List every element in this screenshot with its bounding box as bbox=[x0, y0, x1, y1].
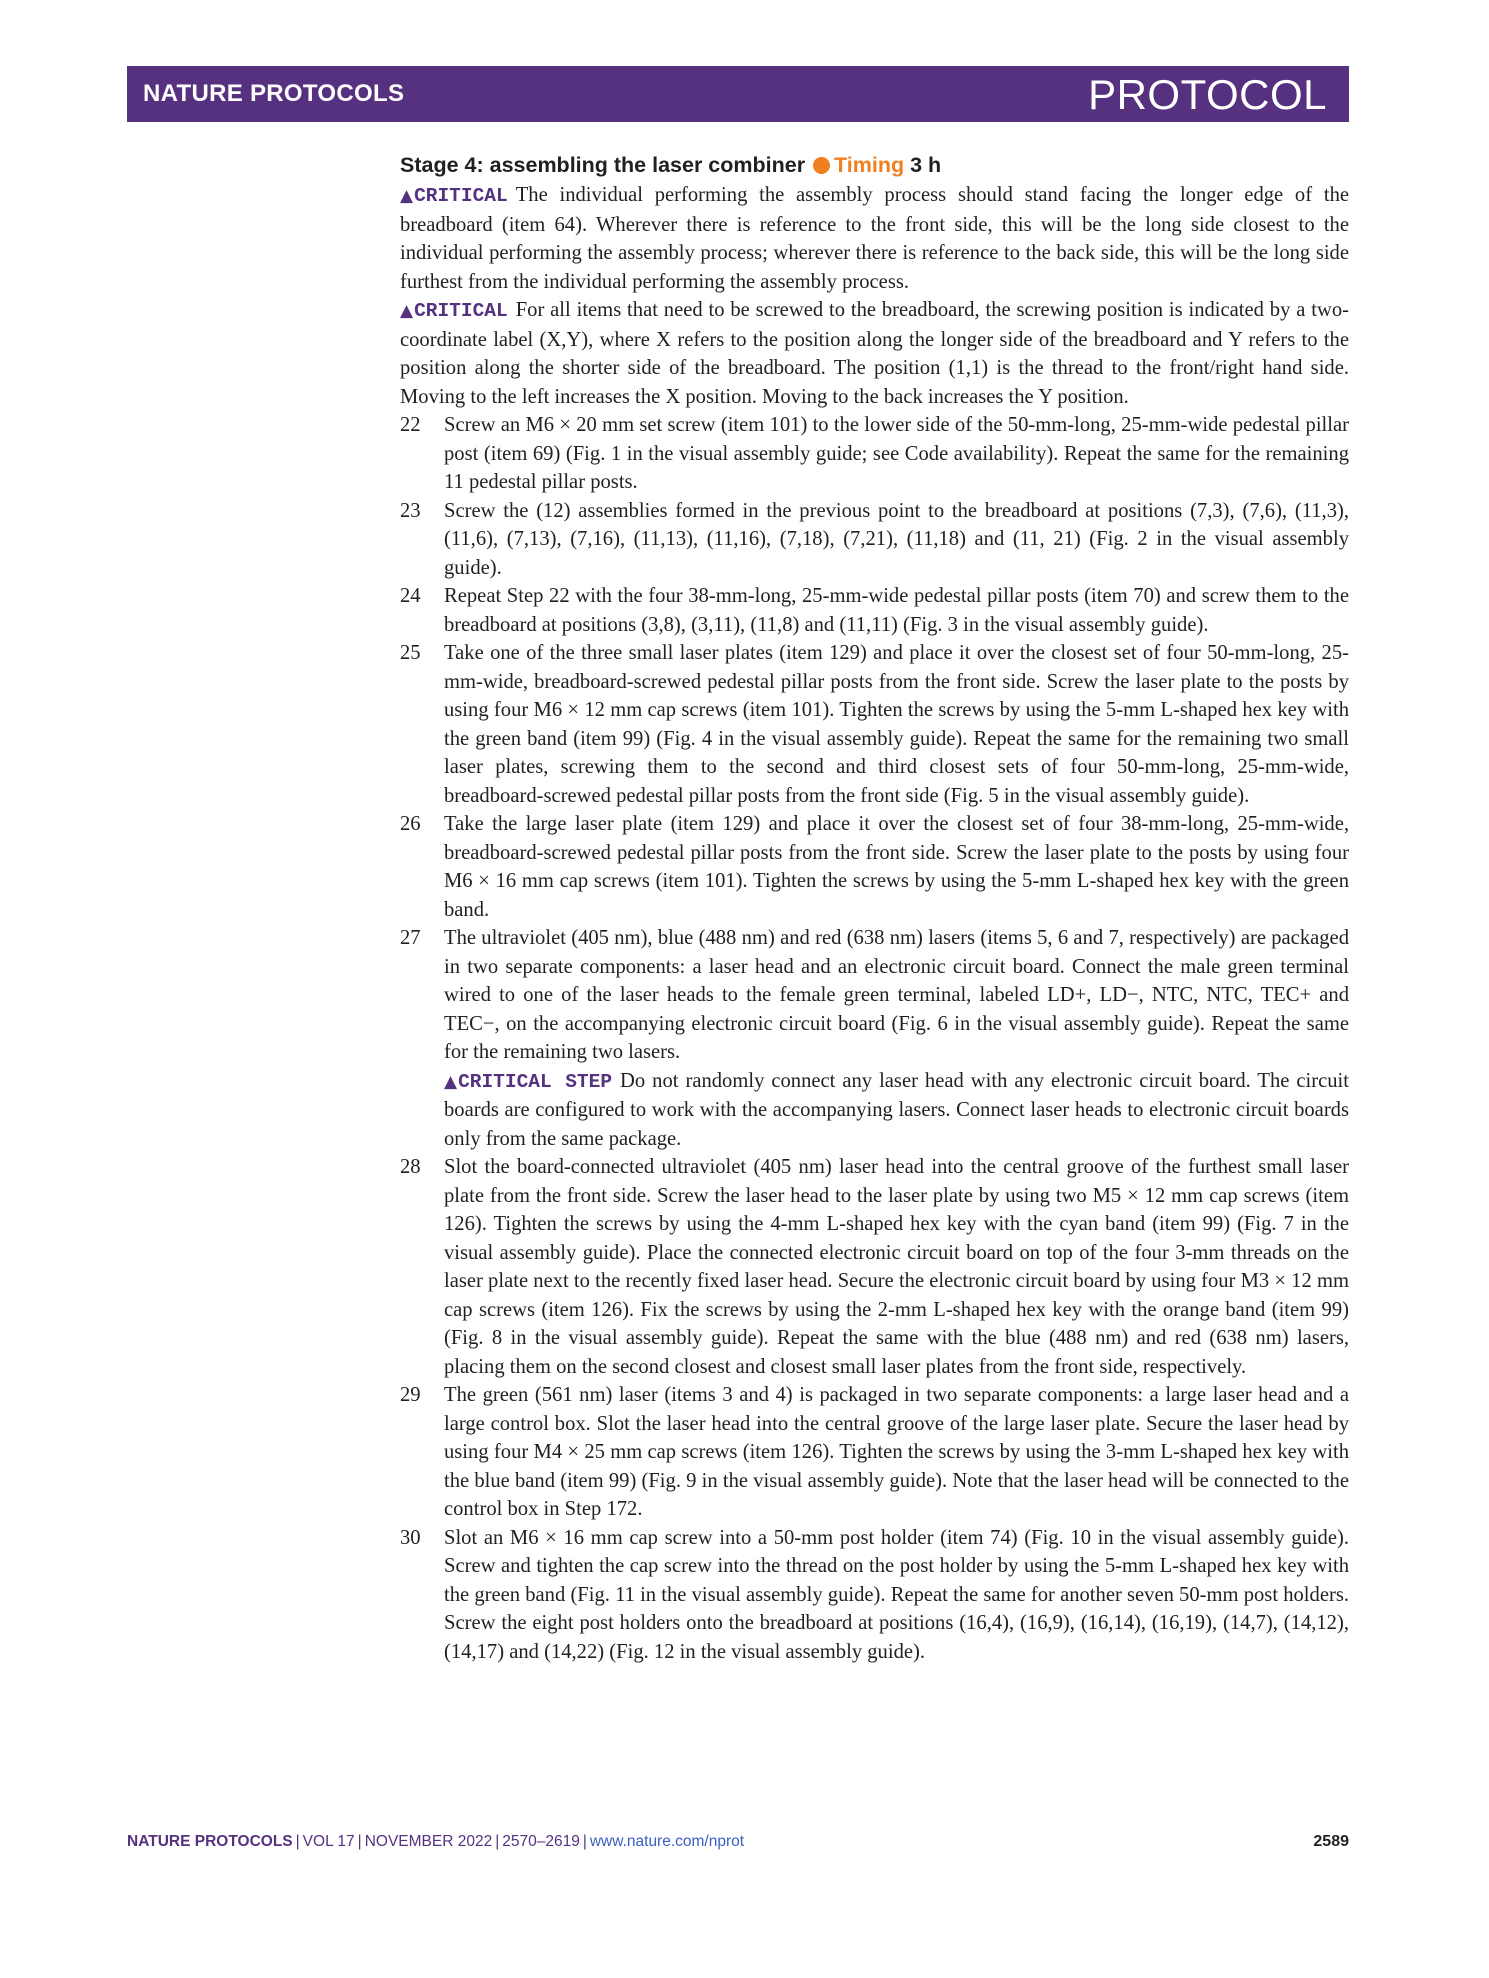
step-text: Take the large laser plate (item 129) and place it over the closest set of four 38-mm-long, 25-mm-wide, breadboard-screwed pedestal pillar posts from the front side. Screw the laser plate to the posts by using four M6 × 16 mm cap screws (item 101). Tighten the screws by using the 5-mm L-shaped hex key with the green band. bbox=[444, 813, 1349, 921]
procedure-step bbox=[400, 924, 1349, 1153]
step-number: 24 bbox=[400, 585, 421, 607]
step-text: Slot an M6 × 16 mm cap screw into a 50-mm post holder (item 74) (Fig. 10 in the visual assembly guide). Screw and tighten the cap screw into the thread on the post holder by using the 5-mm L-shaped hex key with the green band (Fig. 11 in the visual assembly guide). Repeat the same for another seven 50-mm post holders. Screw the eight post holders onto the breadboard at positions (16,4), (16,9), (16,14), (16,19), (14,7), (14,12), (14,17) and (14,22) (Fig. 12 in the visual assembly guide). bbox=[444, 1526, 1349, 1663]
step-body bbox=[444, 582, 1349, 639]
step-text: The green (561 nm) laser (items 3 and 4) is packaged in two separate components: a large laser head and a large control box. Slot the laser head into the central groove of the large laser plate. Secure the laser head by using four M4 × 25 mm cap screws (item 126). Tighten the screws by using the 3-mm L-shaped hex key with the blue band (item 99) (Fig. 9 in the visual assembly guide). Note that the laser head will be connected to the control box in Step 172. bbox=[444, 1384, 1349, 1520]
footer-volume: VOL 17 bbox=[302, 1833, 355, 1850]
footer-date: NOVEMBER 2022 bbox=[364, 1833, 493, 1850]
step-number: 28 bbox=[400, 1156, 421, 1178]
timing-dot-icon bbox=[813, 157, 830, 174]
step-number: 29 bbox=[400, 1384, 421, 1406]
procedure-step bbox=[400, 411, 1349, 497]
page-number: 2589 bbox=[1313, 1833, 1349, 1850]
timing-label: Timing bbox=[834, 153, 905, 177]
step-body bbox=[444, 411, 1349, 497]
step-number: 23 bbox=[400, 499, 421, 522]
step-text: Take one of the three small laser plates (item 129) and place it over the closest set of four 50-mm-long, 25-mm-wide, breadboard-screwed pedestal pillar posts from the front side. Screw the laser plate to the posts by using four M6 × 12 mm cap screws (item 101). Tighten the screws by using the 5-mm L-shaped hex key with the green band (item 99) (Fig. 4 in the visual assembly guide). Repeat the same for the remaining two small laser plates, screwing them to the second and third closest sets of four 50-mm-long, 25-mm-wide, breadboard-screwed pedestal pillar posts from the front side (Fig. 5 in the visual assembly guide). bbox=[444, 642, 1349, 807]
footer-citation bbox=[127, 1833, 744, 1850]
step-body bbox=[444, 810, 1349, 924]
critical-marker bbox=[400, 300, 508, 322]
procedure-step bbox=[400, 1381, 1349, 1524]
timing-value: 3 h bbox=[910, 153, 942, 177]
stage-title: Stage 4: assembling the laser combiner bbox=[400, 153, 806, 177]
footer-pages: 2570–2619 bbox=[502, 1833, 580, 1850]
journal-name: NATURE PROTOCOLS bbox=[143, 80, 405, 107]
page-footer bbox=[127, 1832, 1349, 1852]
step-body bbox=[444, 924, 1349, 1153]
critical-paragraph bbox=[400, 181, 1349, 296]
step-text: Screw an M6 × 20 mm set screw (item 101) to the lower side of the 50-mm-long, 25-mm-wide pedestal pillar post (item 69) (Fig. 1 in the visual assembly guide; see Code availability). Repeat the same for the remaining 11 pedestal pillar posts. bbox=[444, 414, 1349, 493]
critical-step-label: CRITICAL STEP bbox=[458, 1070, 613, 1093]
step-text: The ultraviolet (405 nm), blue (488 nm) and red (638 nm) lasers (items 5, 6 and 7, respectively) are packaged in two separate components: a laser head and an electronic circuit board. Connect the male green terminal wired to one of the laser heads to the female green terminal, labeled LD+, LD−, NTC, NTC, TEC+ and TEC−, on the accompanying electronic circuit board (Fig. 6 in the visual assembly guide). Repeat the same for the remaining two lasers. bbox=[444, 927, 1349, 1063]
procedure-step bbox=[400, 1153, 1349, 1381]
footer-separator: | bbox=[295, 1833, 300, 1850]
step-text: Repeat Step 22 with the four 38-mm-long, 25-mm-wide pedestal pillar posts (item 70) and screw them to the breadboard at positions (3,8), (3,11), (11,8) and (11,11) (Fig. 3 in the visual assembly guide). bbox=[444, 585, 1349, 636]
step-number: 30 bbox=[400, 1526, 421, 1549]
step-body bbox=[444, 1524, 1349, 1667]
critical-step-text: Do not randomly connect any laser head with any electronic circuit board. The circuit boards are configured to work with the accompanying lasers. Connect laser heads to electronic circuit boards only from the same package. bbox=[444, 1069, 1350, 1150]
critical-paragraph bbox=[400, 296, 1349, 411]
step-text: Slot the board-connected ultraviolet (405 nm) laser head into the central groove of the furthest small laser plate from the front side. Screw the laser head to the laser plate by using two M5 × 12 mm cap screws (item 126). Tighten the screws by using the 4-mm L-shaped hex key with the cyan band (item 99) (Fig. 7 in the visual assembly guide). Place the connected electronic circuit board on top of the four 3-mm threads on the laser plate next to the recently fixed laser head. Secure the electronic circuit board by using four M3 × 12 mm cap screws (item 126). Fix the screws by using the 2-mm L-shaped hex key with the orange band (item 99) (Fig. 8 in the visual assembly guide). Repeat the same with the blue (488 nm) and red (638 nm) lasers, placing them on the second closest and closest small laser plates from the front side, respectively. bbox=[444, 1156, 1349, 1378]
main-content bbox=[400, 150, 1349, 1666]
warning-triangle-icon: ▲ bbox=[400, 301, 414, 321]
step-body bbox=[444, 1153, 1349, 1381]
procedure-step bbox=[400, 810, 1349, 924]
procedure-step bbox=[400, 639, 1349, 810]
procedure-step bbox=[400, 497, 1349, 583]
critical-step-marker bbox=[444, 1071, 612, 1093]
footer-separator: | bbox=[582, 1833, 587, 1850]
journal-header-bar bbox=[127, 66, 1349, 122]
critical-text: The individual performing the assembly process should stand facing the longer edge of the breadboard (item 64). Wherever there is reference to the front side, this will be the long side closest to the individual performing the assembly process; wherever there is reference to the back side, this will be the long side furthest from the individual performing the assembly process. bbox=[400, 184, 1349, 293]
footer-url-link[interactable]: www.nature.com/nprot bbox=[589, 1833, 745, 1850]
warning-triangle-icon: ▲ bbox=[400, 186, 414, 206]
critical-step-note bbox=[444, 1067, 1349, 1154]
warning-triangle-icon: ▲ bbox=[444, 1071, 458, 1092]
footer-separator: | bbox=[357, 1833, 362, 1850]
footer-journal: NATURE PROTOCOLS bbox=[127, 1833, 293, 1850]
step-text: Screw the (12) assemblies formed in the previous point to the breadboard at positions (7,3), (7,6), (11,3), (11,6), (7,13), (7,16), (11,13), (11,16), (7,18), (7,21), (11,18) and (11, 21) (Fig. 2 in the visual assembly guide). bbox=[444, 499, 1349, 579]
step-number: 26 bbox=[400, 813, 421, 835]
step-number: 27 bbox=[400, 927, 421, 949]
step-body bbox=[444, 1381, 1349, 1524]
step-body bbox=[444, 497, 1349, 583]
procedure-step bbox=[400, 582, 1349, 639]
step-number: 22 bbox=[400, 414, 421, 436]
critical-marker bbox=[400, 185, 508, 207]
critical-label: CRITICAL bbox=[414, 300, 508, 322]
article-type: PROTOCOL bbox=[1088, 71, 1327, 118]
critical-label: CRITICAL bbox=[414, 185, 508, 207]
step-number: 25 bbox=[400, 642, 421, 664]
footer-separator: | bbox=[495, 1833, 500, 1850]
step-body bbox=[444, 639, 1349, 810]
stage-heading bbox=[400, 150, 1349, 180]
procedure-step bbox=[400, 1524, 1349, 1667]
critical-text: For all items that need to be screwed to the breadboard, the screwing position is indicated by a two-coordinate label (X,Y), where X refers to the position along the longer side of the breadboard and Y refers to the position along the shorter side of the breadboard. The position (1,1) is the thread to the front/right hand side. Moving to the left increases the X position. Moving to the back increases the Y position. bbox=[400, 299, 1349, 408]
